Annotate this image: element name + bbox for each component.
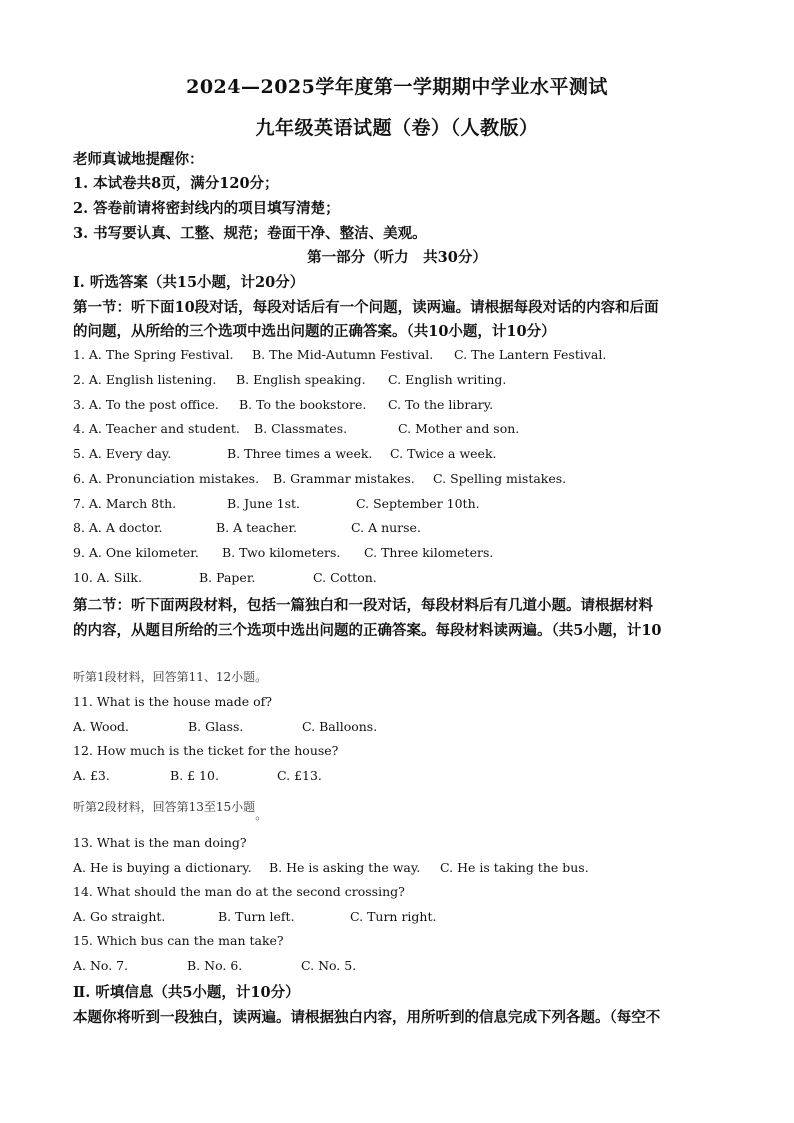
option-a: A. Go straight. [73,909,166,924]
option-a: A. He is buying a dictionary. [73,860,252,875]
option-b: B. Glass. [188,719,244,734]
option-a: 2. A. English listening. [73,372,217,387]
option-a: A. No. 7. [73,958,129,973]
question-text: 14. What should the man do at the second crossing? [73,884,405,899]
instructions-line: 第二节：听下面两段材料，包括一篇独白和一段对话，每段材料后有几道小题。请根据材料 [73,597,653,614]
option-c: C. Mother and son. [398,421,520,436]
instructions-line: 的问题，从所给的三个选项中选出问题的正确答案。（共10小题，计10分） [73,323,556,340]
option-b: B. To the bookstore. [239,397,367,412]
option-a: 6. A. Pronunciation mistakes. [73,471,260,486]
option-b: B. He is asking the way. [269,860,421,875]
option-b: B. A teacher. [216,520,298,535]
option-b: B. Paper. [199,570,256,585]
option-a: 8. A. A doctor. [73,520,163,535]
option-a: 7. A. March 8th. [73,496,177,511]
material-note [73,798,268,822]
reminder-heading: 老师真诚地提醒你： [73,151,204,168]
option-a: 4. A. Teacher and student. [73,421,240,436]
option-c: C. Turn right. [350,909,437,924]
option-b: B. Two kilometers. [222,545,341,560]
option-a: 3. A. To the post office. [73,397,219,412]
option-b: B. June 1st. [227,496,300,511]
option-c: C. September 10th. [356,496,480,511]
option-c: C. English writing. [388,372,507,387]
option-b: B. The Mid-Autumn Festival. [252,347,434,362]
option-c: C. £13. [277,768,322,783]
option-c: C. Twice a week. [390,446,497,461]
option-b: B. Grammar mistakes. [273,471,415,486]
option-a: 10. A. Silk. [73,570,142,585]
option-b: B. Three times a week. [227,446,373,461]
reminder-item: 2. 答卷前请将密封线内的项目填写清楚； [73,200,340,217]
material-note-mark: 。 [255,808,268,822]
option-c: C. Cotton. [313,570,377,585]
option-c: C. He is taking the bus. [440,860,589,875]
option-c: C. A nurse. [351,520,421,535]
option-c: C. Spelling mistakes. [433,471,567,486]
option-a: A. £3. [73,768,110,783]
option-b: B. Classmates. [254,421,348,436]
reminder-item: 3. 书写要认真、工整、规范；卷面干净、整洁、美观。 [73,225,427,242]
exam-title: 2024—2025学年度第一学期期中学业水平测试 [186,76,608,98]
option-b: B. No. 6. [187,958,243,973]
exam-subtitle: 九年级英语试题（卷）（人教版） [255,117,539,139]
option-c: C. The Lantern Festival. [454,347,607,362]
section-title: Ⅱ. 听填信息（共5小题，计10分） [73,984,300,1001]
option-a: A. Wood. [73,719,129,734]
instructions-line: 本题你将听到一段独白，读两遍。请根据独白内容，用所听到的信息完成下列各题。（每空不 [73,1009,661,1026]
option-a: 9. A. One kilometer. [73,545,199,560]
part-title: 第一部分（听力 共30分） [307,249,487,266]
option-c: C. To the library. [388,397,494,412]
option-c: C. Three kilometers. [364,545,494,560]
question-text: 11. What is the house made of? [73,694,272,709]
option-a: 1. A. The Spring Festival. [73,347,234,362]
option-b: B. English speaking. [236,372,366,387]
option-b: B. £ 10. [170,768,219,783]
instructions-line: 的内容，从题目所给的三个选项中选出问题的正确答案。每段材料读两遍。（共5小题，计10 [73,622,662,639]
option-c: C. Balloons. [302,719,378,734]
option-c: C. No. 5. [301,958,357,973]
option-a: 5. A. Every day. [73,446,172,461]
reminder-item: 1. 本试卷共8页，满分120分； [73,175,279,192]
material-note-text: 听第2段材料，回答第13至15小题 [73,800,256,814]
question-text: 15. Which bus can the man take? [73,933,284,948]
question-text: 13. What is the man doing? [73,835,247,850]
option-b: B. Turn left. [218,909,295,924]
section-title: Ⅰ. 听选答案（共15小题，计20分） [73,274,305,291]
question-text: 12. How much is the ticket for the house? [73,743,339,758]
instructions-line: 第一节：听下面10段对话，每段对话后有一个问题，读两遍。请根据每段对话的内容和后面 [73,299,659,316]
material-note: 听第1段材料，回答第11、12小题。 [73,670,268,684]
